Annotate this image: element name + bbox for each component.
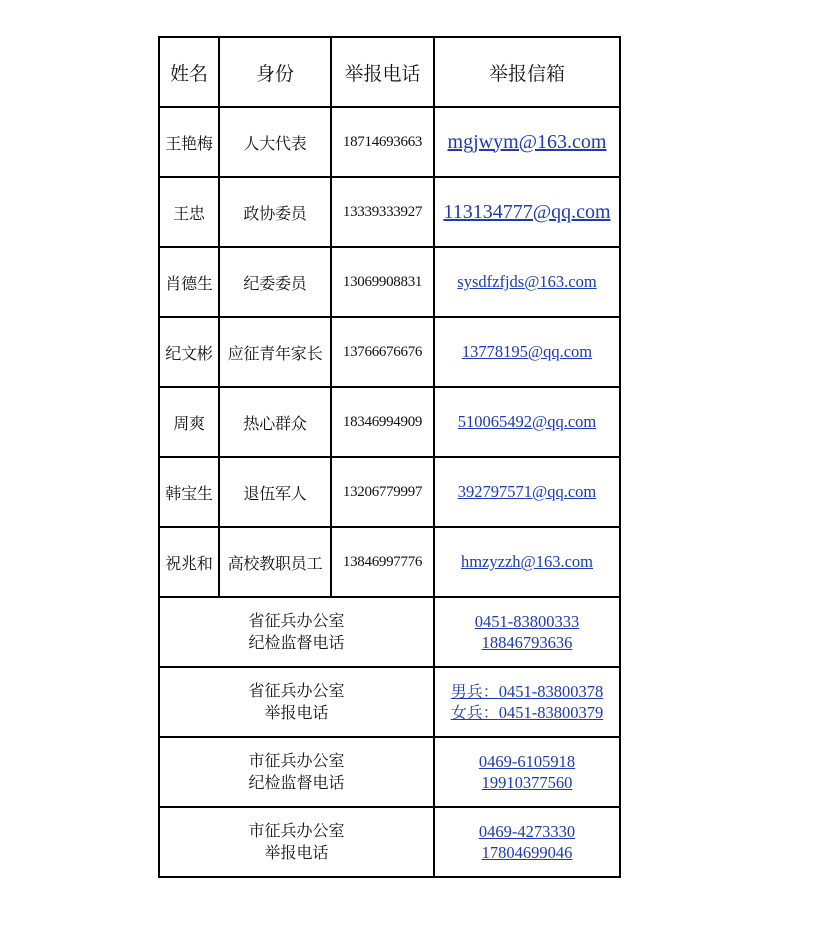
office-title-line2: 举报电话 <box>264 703 329 722</box>
phone-cell: 18714693663 <box>331 107 434 177</box>
office-phone-link[interactable]: 17804699046 <box>481 843 573 862</box>
office-phone-link[interactable]: 19910377560 <box>481 773 573 792</box>
name-cell: 王忠 <box>159 177 219 247</box>
office-title-cell <box>159 807 434 877</box>
office-phone-link[interactable]: 0469-4273330 <box>478 822 576 841</box>
email-link[interactable]: 510065492@qq.com <box>457 412 597 431</box>
office-title-cell <box>159 597 434 667</box>
name-cell: 祝兆和 <box>159 527 219 597</box>
male-phone: 0451-83800378 <box>498 682 604 701</box>
email-link[interactable]: 113134777@qq.com <box>443 200 611 223</box>
name-cell: 周爽 <box>159 387 219 457</box>
office-title-line2: 纪检监督电话 <box>248 633 345 652</box>
phone-cell: 13339333927 <box>331 177 434 247</box>
office-title-line1: 省征兵办公室 <box>248 611 345 630</box>
office-title-line1: 市征兵办公室 <box>248 751 345 770</box>
header-phone: 举报电话 <box>331 37 434 107</box>
email-link[interactable]: 13778195@qq.com <box>461 342 593 361</box>
role-cell: 应征青年家长 <box>219 317 331 387</box>
phone-cell: 18346994909 <box>331 387 434 457</box>
role-cell: 热心群众 <box>219 387 331 457</box>
role-cell: 纪委委员 <box>219 247 331 317</box>
phone-cell: 13846997776 <box>331 527 434 597</box>
header-row <box>159 37 620 107</box>
name-cell: 王艳梅 <box>159 107 219 177</box>
office-row <box>159 807 620 877</box>
name-cell: 肖德生 <box>159 247 219 317</box>
male-hotline-link[interactable] <box>435 681 619 702</box>
name-cell: 纪文彬 <box>159 317 219 387</box>
role-cell: 高校教职员工 <box>219 527 331 597</box>
phone-cell: 13766676676 <box>331 317 434 387</box>
office-title-cell <box>159 737 434 807</box>
female-phone: 0451-83800379 <box>498 703 604 722</box>
report-contact-table <box>158 36 621 878</box>
female-hotline-link[interactable] <box>435 702 619 723</box>
header-email: 举报信箱 <box>434 37 620 107</box>
office-title-line1: 市征兵办公室 <box>248 821 345 840</box>
header-name: 姓名 <box>159 37 219 107</box>
table-row <box>159 177 620 247</box>
role-cell: 退伍军人 <box>219 457 331 527</box>
email-link[interactable]: mgjwym@163.com <box>447 130 607 153</box>
office-title-line1: 省征兵办公室 <box>248 681 345 700</box>
office-phone-link[interactable]: 18846793636 <box>481 633 573 652</box>
office-row <box>159 737 620 807</box>
table-row <box>159 247 620 317</box>
office-row <box>159 597 620 667</box>
email-link[interactable]: sysdfzfjds@163.com <box>457 272 597 291</box>
office-phone-link[interactable]: 0451-83800333 <box>474 612 580 631</box>
office-phone-cell <box>434 807 620 877</box>
female-label: 女兵： <box>450 703 499 722</box>
office-title-line2: 纪检监督电话 <box>248 773 345 792</box>
name-cell: 韩宝生 <box>159 457 219 527</box>
email-link[interactable]: 392797571@qq.com <box>457 482 597 501</box>
office-phone-cell <box>434 597 620 667</box>
role-cell: 人大代表 <box>219 107 331 177</box>
office-phone-cell <box>434 737 620 807</box>
office-row <box>159 667 620 737</box>
header-role: 身份 <box>219 37 331 107</box>
table-row <box>159 317 620 387</box>
table-row <box>159 457 620 527</box>
table-row <box>159 387 620 457</box>
phone-cell: 13206779997 <box>331 457 434 527</box>
office-title-line2: 举报电话 <box>264 843 329 862</box>
email-link[interactable]: hmzyzzh@163.com <box>460 552 594 571</box>
table-row <box>159 107 620 177</box>
office-title-cell <box>159 667 434 737</box>
office-phone-link[interactable]: 0469-6105918 <box>478 752 576 771</box>
phone-cell: 13069908831 <box>331 247 434 317</box>
male-label: 男兵： <box>450 682 499 701</box>
office-phone-cell <box>434 667 620 737</box>
table-row <box>159 527 620 597</box>
role-cell: 政协委员 <box>219 177 331 247</box>
